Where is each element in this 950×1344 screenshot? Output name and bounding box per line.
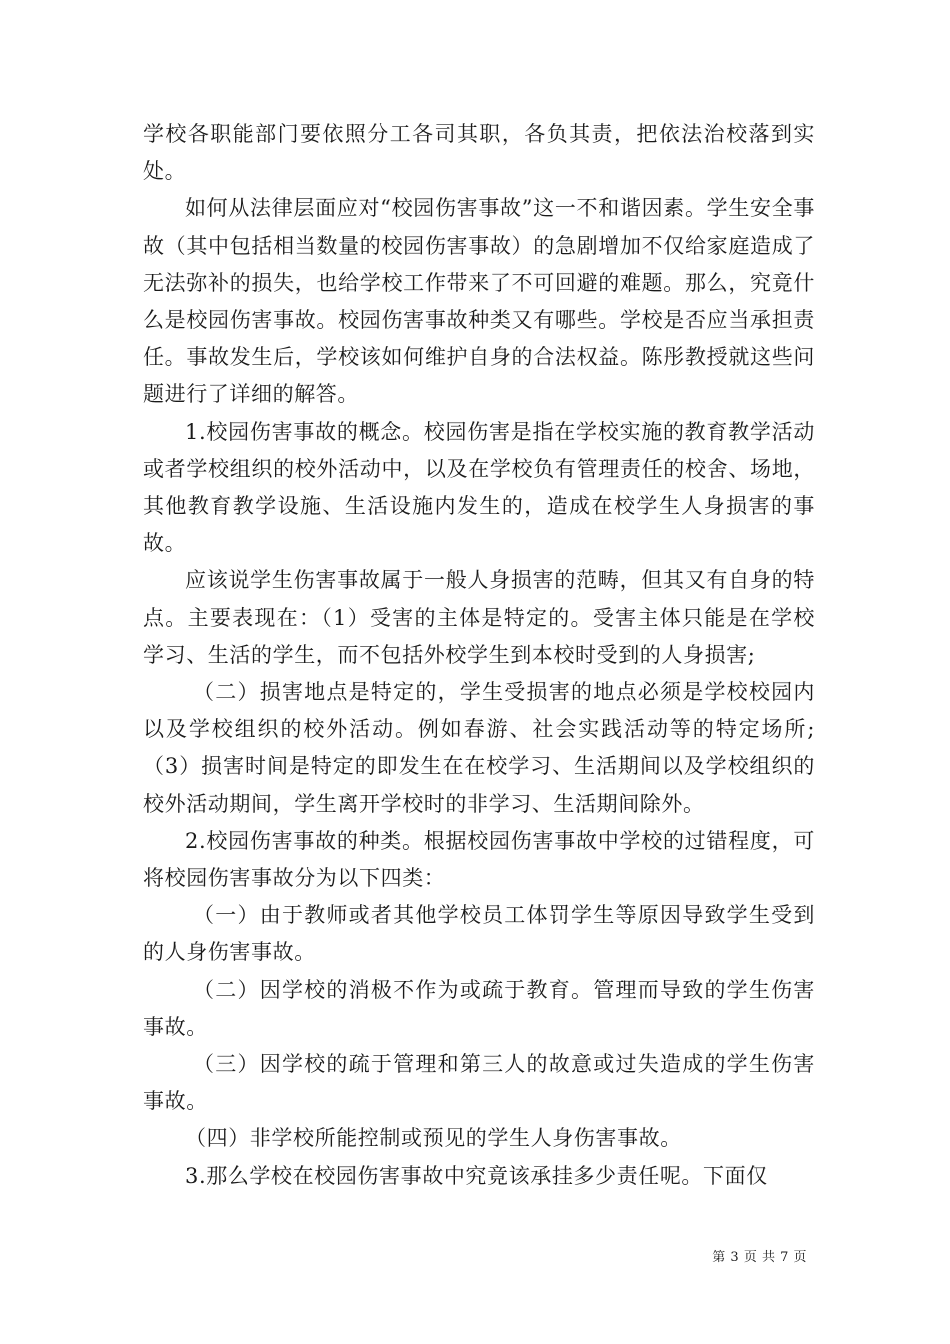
paragraph-4: 应该说学生伤害事故属于一般人身损害的范畴，但其又有自身的特点。主要表现在：（1）受害的主体是特定的。受害主体只能是在学校学习、生活的学生，而不包括外校学生到本校时受到的人身损害;: [143, 568, 815, 667]
page-number: 第 3 页 共 7 页: [712, 1250, 807, 1265]
paragraph-10: （四）非学校所能控制或预见的学生人身伤害事故。: [185, 1126, 682, 1151]
paragraph-1: 学校各职能部门要依照分工各司其职，各负其责，把依法治校落到实处。: [143, 122, 815, 184]
paragraph-2: 如何从法律层面应对“校园伤害事故”这一不和谐因素。学生安全事故（其中包括相当数量的校园伤害事故）的急剧增加不仅给家庭造成了无法弥补的损失，也给学校工作带来了不可回避的难题。那么，究竟什么是校园伤害事故。校园伤害事故种类又有哪些。学校是否应当承担责任。事故发生后，学校该如何维护自身的合法权益。陈彤教授就这些问题进行了详细的解答。: [143, 196, 815, 407]
paragraph-9: （三）因学校的疏于管理和第三人的故意或过失造成的学生伤害事故。: [143, 1052, 815, 1114]
paragraph-8: （二）因学校的消极不作为或疏于教育。管理而导致的学生伤害事故。: [143, 977, 815, 1039]
paragraph-7: （一）由于教师或者其他学校员工体罚学生等原因导致学生受到的人身伤害事故。: [143, 903, 815, 965]
paragraph-6: 2.校园伤害事故的种类。根据校园伤害事故中学校的过错程度，可将校园伤害事故分为以下四类：: [143, 828, 815, 891]
paragraph-5: （二）损害地点是特定的，学生受损害的地点必须是学校校园内以及学校组织的校外活动。例如春游、社会实践活动等的特定场所;（3）损害时间是特定的即发生在在校学习、生活期间以及学校组织的校外活动期间，学生离开学校时的非学习、生活期间除外。: [143, 680, 815, 816]
document-body: [143, 116, 815, 1195]
paragraph-11: 3.那么学校在校园伤害事故中究竟该承挂多少责任呢。下面仅: [185, 1163, 768, 1188]
paragraph-3: 1.校园伤害事故的概念。校园伤害是指在学校实施的教育教学活动或者学校组织的校外活动中，以及在学校负有管理责任的校舍、场地，其他教育教学设施、生活设施内发生的，造成在校学生人身损害的事故。: [143, 419, 815, 556]
